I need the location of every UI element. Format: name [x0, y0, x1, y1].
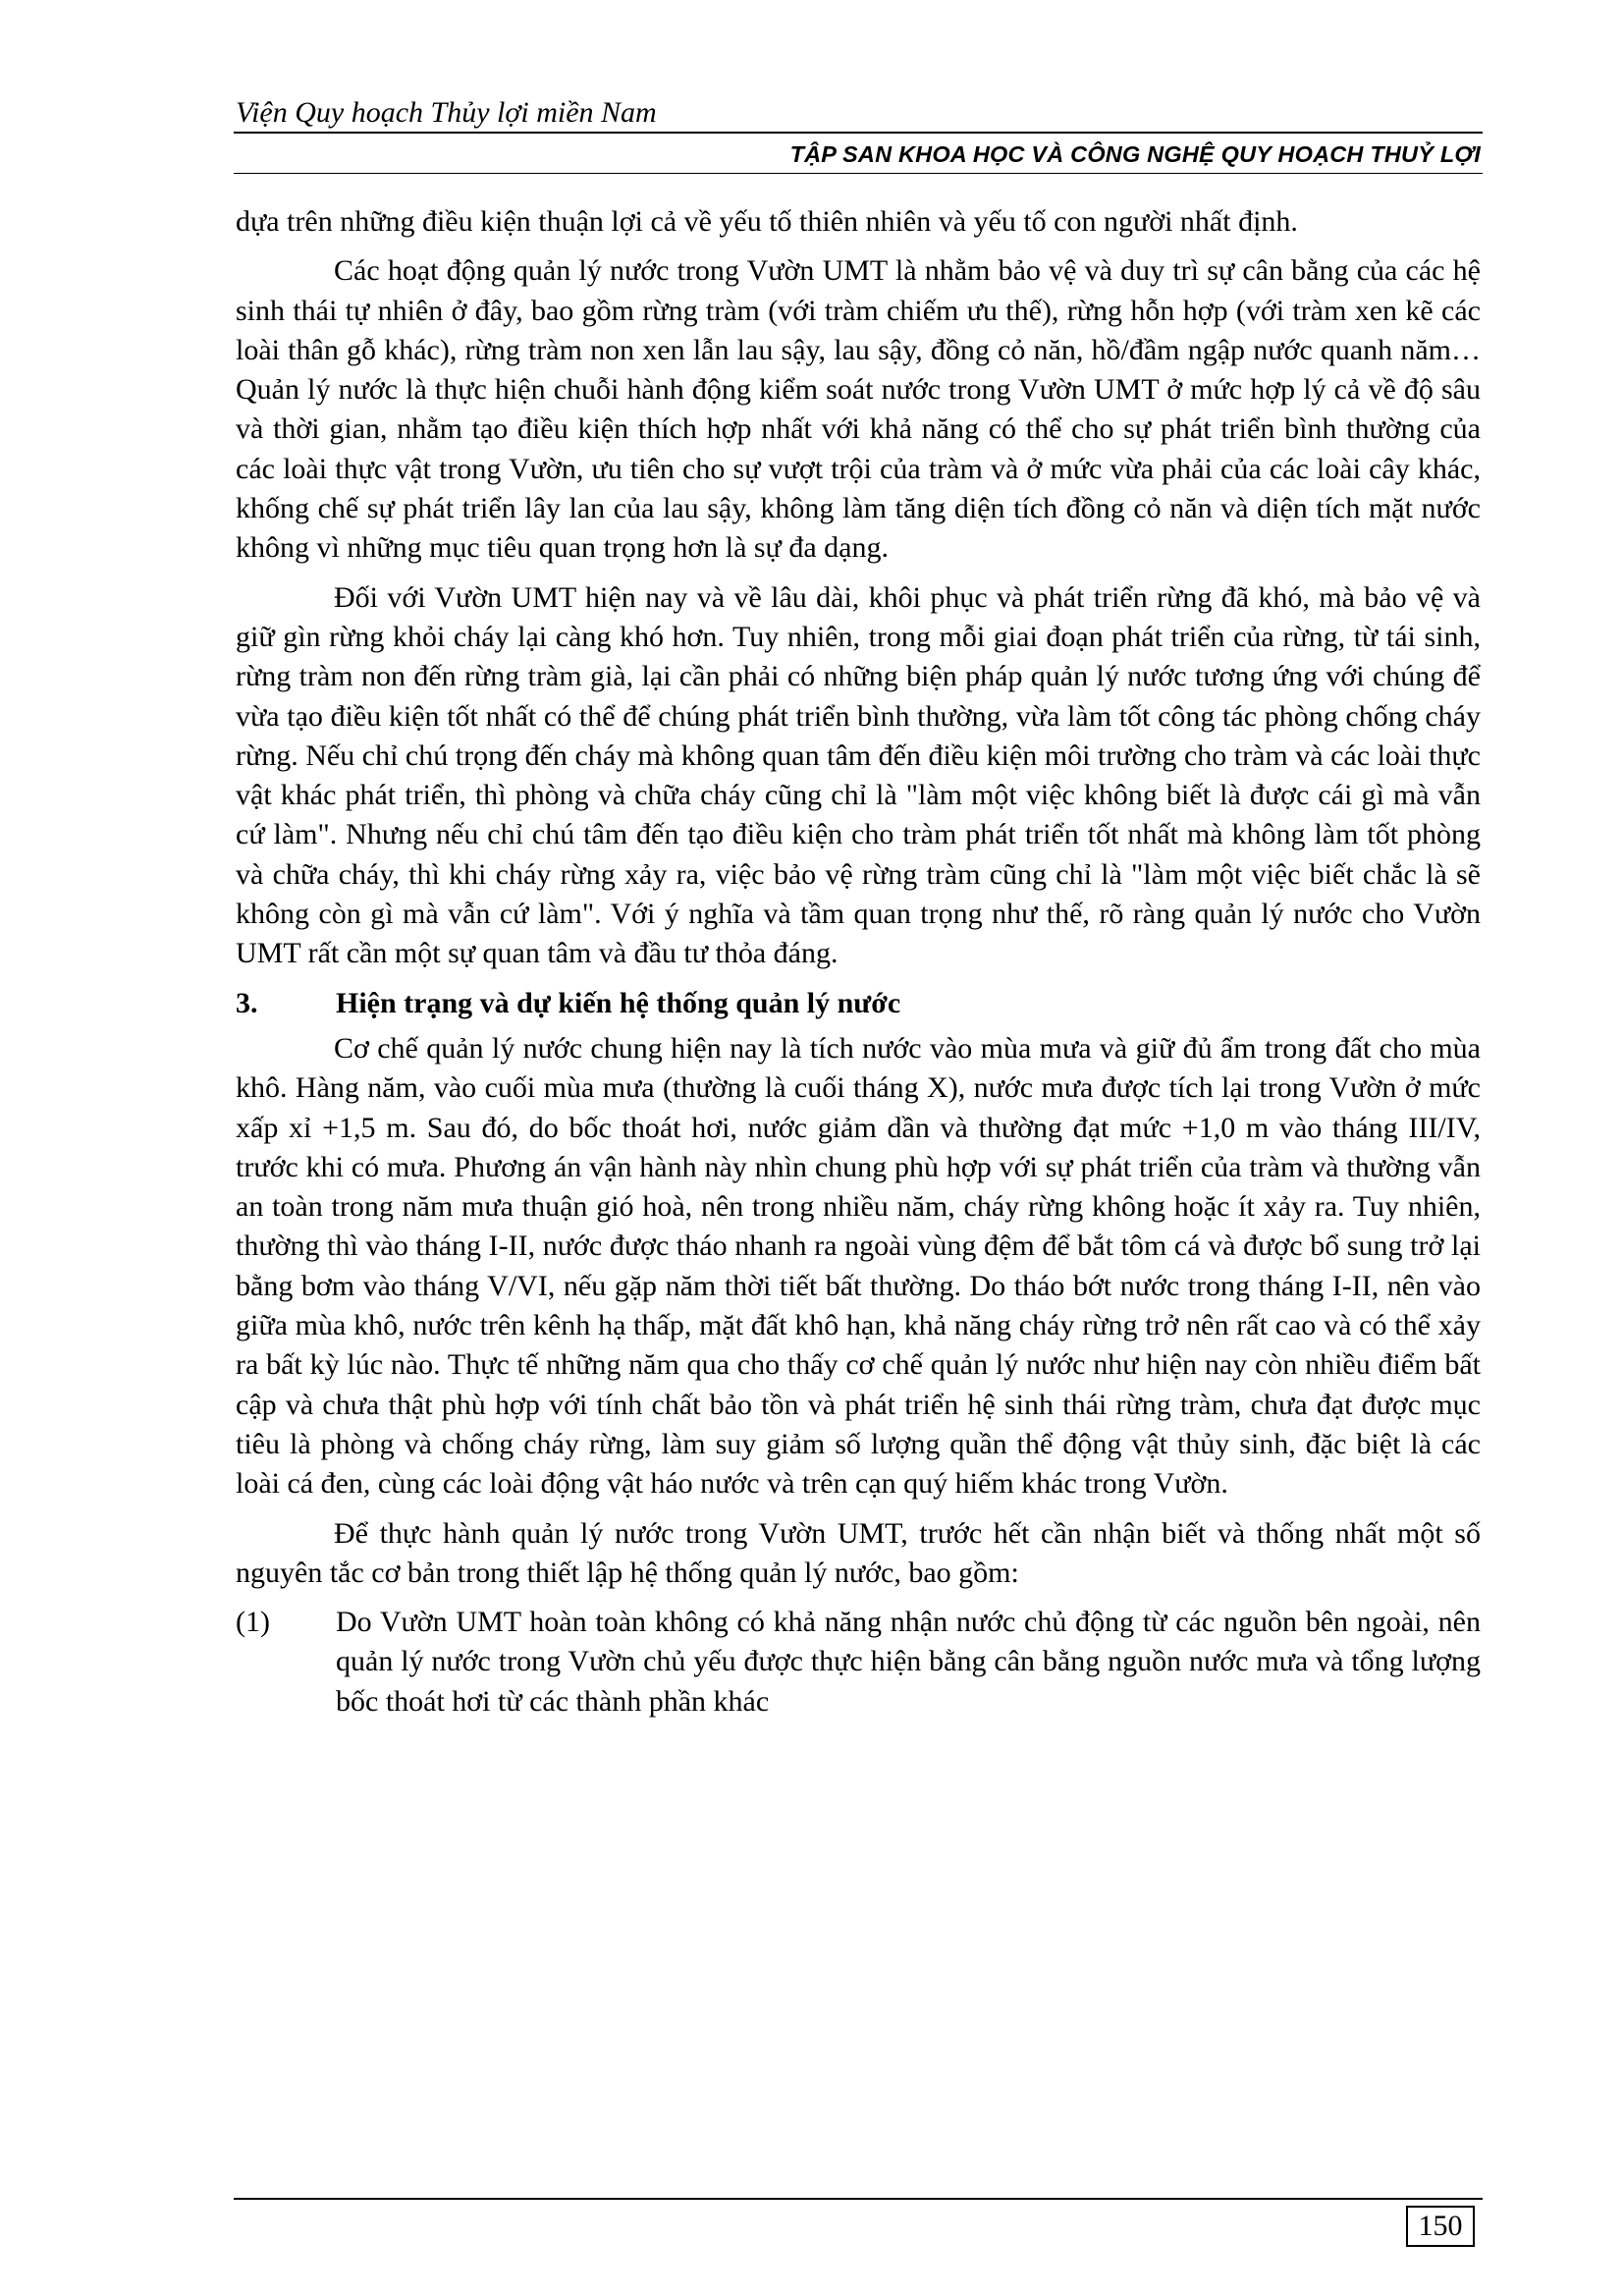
footer-rule: [234, 2198, 1483, 2200]
body-text: [236, 202, 1481, 1722]
header-rule-lower: [234, 173, 1483, 174]
paragraph-continued: dựa trên những điều kiện thuận lợi cả về yếu tố thiên nhiên và yếu tố con người nhất định.: [236, 205, 1298, 238]
page-number: 150: [1406, 2206, 1475, 2247]
list-item-text: Do Vườn UMT hoàn toàn không có khả năng nhận nước chủ động từ các nguồn bên ngoài, nên quản lý nước trong Vườn chủ yếu được thực hiện bằng cân bằng nguồn nước mưa và tổng lượng bốc thoát hơi từ các thành phần khác: [336, 1606, 1481, 1718]
paragraph-principles-intro: Để thực hành quản lý nước trong Vườn UMT, trước hết cần nhận biết và thống nhất một số nguyên tắc cơ bản trong thiết lập hệ thống quản lý nước, bao gồm:: [236, 1516, 1481, 1589]
header-rule: [234, 132, 1483, 134]
list-item-number: (1): [236, 1606, 270, 1639]
paragraph-water-management: Các hoạt động quản lý nước trong Vườn UMT là nhằm bảo vệ và duy trì sự cân bằng của các hệ sinh thái tự nhiên ở đây, bao gồm rừng tràm (với tràm chiếm ưu thế), rừng hỗn hợp (với tràm xen kẽ các loài thân gỗ khác), rừng tràm non xen lẫn lau sậy, lau sậy, đồng cỏ năn, hồ/đầm ngập nước quanh năm… Quản lý nước là thực hiện chuỗi hành động kiểm soát nước trong Vườn UMT ở mức hợp lý cả về độ sâu và thời gian, nhằm tạo điều kiện thích hợp nhất với khả năng có thể cho sự phát triển bình thường của các loài thực vật trong Vườn, ưu tiên cho sự vượt trội của tràm và ở mức vừa phải của các loài cây khác, khống chế sự phát triển lây lan của lau sậy, không làm tăng diện tích đồng cỏ năn và diện tích mặt nước không vì những mục tiêu quan trọng hơn là sự đa dạng.: [236, 254, 1481, 565]
header-journal-title: TẬP SAN KHOA HỌC VÀ CÔNG NGHỆ QUY HOẠCH THUỶ LỢI: [789, 141, 1481, 167]
section-title: Hiện trạng và dự kiến hệ thống quản lý nước: [336, 986, 901, 1019]
paragraph-current-mechanism: Cơ chế quản lý nước chung hiện nay là tích nước vào mùa mưa và giữ đủ ẩm trong đất cho mùa khô. Hàng năm, vào cuối mùa mưa (thường là cuối tháng X), nước mưa được tích lại trong Vườn ở mức xấp xỉ +1,5 m. Sau đó, do bốc thoát hơi, nước giảm dần và thường đạt mức +1,0 m vào tháng III/IV, trước khi có mưa. Phương án vận hành này nhìn chung phù hợp với sự phát triển của tràm và thường vẫn an toàn trong năm mưa thuận gió hoà, nên trong nhiều năm, cháy rừng không hoặc ít xảy ra. Tuy nhiên, thường thì vào tháng I-II, nước được tháo nhanh ra ngoài vùng đệm để bắt tôm cá và được bổ sung trở lại bằng bơm vào tháng V/VI, nếu gặp năm thời tiết bất thường. Do tháo bớt nước trong tháng I-II, nên vào giữa mùa khô, nước trên kênh hạ thấp, mặt đất khô hạn, khả năng cháy rừng trở nên rất cao và có thể xảy ra bất kỳ lúc nào. Thực tế những năm qua cho thấy cơ chế quản lý nước như hiện nay còn nhiều điểm bất cập và chưa thật phù hợp với tính chất bảo tồn và phát triển hệ sinh thái rừng tràm, chưa đạt được mục tiêu là phòng và chống cháy rừng, làm suy giảm số lượng quần thể động vật thủy sinh, đặc biệt là các loài cá đen, cùng các loài động vật háo nước và trên cạn quý hiếm khác trong Vườn.: [236, 1031, 1481, 1501]
list-item: [236, 1603, 1481, 1722]
section-heading: [236, 984, 1481, 1023]
section-number: 3.: [236, 986, 258, 1019]
paragraph-forest-protection: Đối với Vườn UMT hiện nay và về lâu dài, khôi phục và phát triển rừng đã khó, mà bảo vệ và giữ gìn rừng khỏi cháy lại càng khó hơn. Tuy nhiên, trong mỗi giai đoạn phát triển của rừng, từ tái sinh, rừng tràm non đến rừng tràm già, lại cần phải có những biện pháp quản lý nước tương ứng với chúng để vừa tạo điều kiện tốt nhất có thể để chúng phát triển bình thường, vừa làm tốt công tác phòng chống cháy rừng. Nếu chỉ chú trọng đến cháy mà không quan tâm đến điều kiện môi trường cho tràm và các loài thực vật khác phát triển, thì phòng và chữa cháy cũng chỉ là "làm một việc không biết là được cái gì mà vẫn cứ làm". Nhưng nếu chỉ chú tâm đến tạo điều kiện cho tràm phát triển tốt nhất mà không làm tốt phòng và chữa cháy, thì khi cháy rừng xảy ra, việc bảo vệ rừng tràm cũng chỉ là "làm một việc biết chắc là sẽ không còn gì mà vẫn cứ làm". Với ý nghĩa và tầm quan trọng như thế, rõ ràng quản lý nước cho Vườn UMT rất cần một sự quan tâm và đầu tư thỏa đáng.: [236, 580, 1481, 970]
header-institute: Viện Quy hoạch Thủy lợi miền Nam: [236, 96, 657, 129]
